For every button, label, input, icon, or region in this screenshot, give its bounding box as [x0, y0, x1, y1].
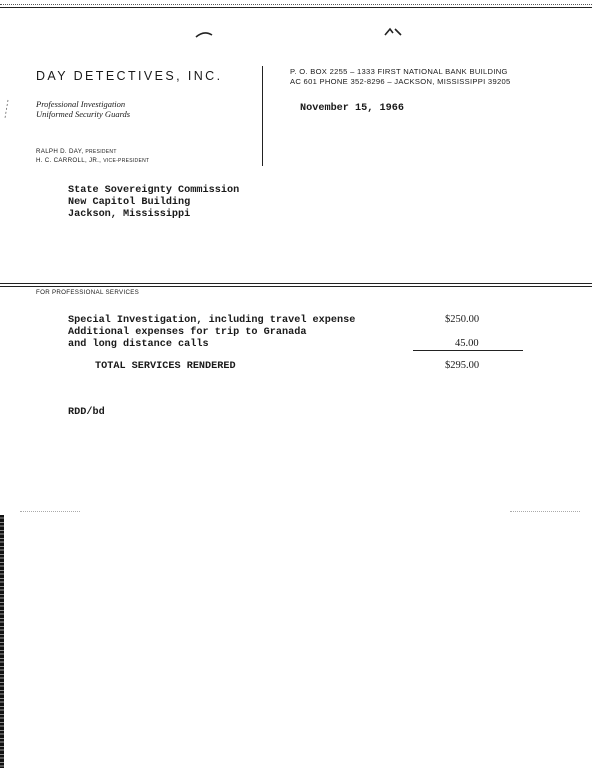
officer-vp-title: VICE-PRESIDENT: [103, 158, 150, 164]
officer-president-name: RALPH D. DAY,: [36, 148, 84, 155]
line-item-amount: 45.00: [455, 338, 479, 349]
tagline-professional: Professional Investigation: [36, 99, 126, 109]
recipient-line: Jackson, Mississippi: [68, 209, 191, 220]
letter-date: November 15, 1966: [300, 103, 404, 114]
letterhead-divider: [262, 66, 263, 166]
officer-president-title: PRESIDENT: [85, 149, 117, 155]
total-label: TOTAL SERVICES RENDERED: [95, 361, 236, 372]
top-edge-dotted: [0, 4, 592, 5]
tagline-security: Uniformed Security Guards: [36, 109, 131, 119]
punch-mark-left: [194, 30, 214, 40]
services-label: FOR PROFESSIONAL SERVICES: [36, 289, 140, 296]
fold-line-right: [510, 511, 580, 512]
subtotal-rule: [413, 350, 523, 351]
punch-mark-right: [383, 26, 403, 38]
section-rule-top: [0, 283, 592, 284]
top-edge-line: [0, 7, 592, 8]
officer-vp-name: H. C. CARROLL, JR.,: [36, 157, 102, 164]
line-item-text: Additional expenses for trip to Granada: [68, 327, 307, 338]
line-item-amount: $250.00: [445, 314, 480, 325]
total-amount: $295.00: [445, 360, 480, 371]
address-line-2: AC 601 PHONE 352-8296 – JACKSON, MISSISSIPPI 39205: [290, 77, 511, 86]
officer-president: [36, 148, 117, 155]
line-item-text: and long distance calls: [68, 339, 209, 350]
typist-initials: RDD/bd: [68, 407, 105, 418]
address-line-1: P. O. BOX 2255 – 1333 FIRST NATIONAL BANK BUILDING: [290, 67, 508, 76]
officer-vice-president: [36, 157, 149, 164]
company-name: DAY DETECTIVES, INC.: [36, 69, 223, 83]
margin-tick: [2, 98, 10, 122]
recipient-line: New Capitol Building: [68, 197, 191, 208]
recipient-line: State Sovereignty Commission: [68, 185, 240, 196]
fold-line-left: [20, 511, 80, 512]
line-item-text: Special Investigation, including travel expense: [68, 315, 356, 326]
section-rule-bottom: [0, 286, 592, 287]
scan-edge-strip: [0, 515, 4, 768]
